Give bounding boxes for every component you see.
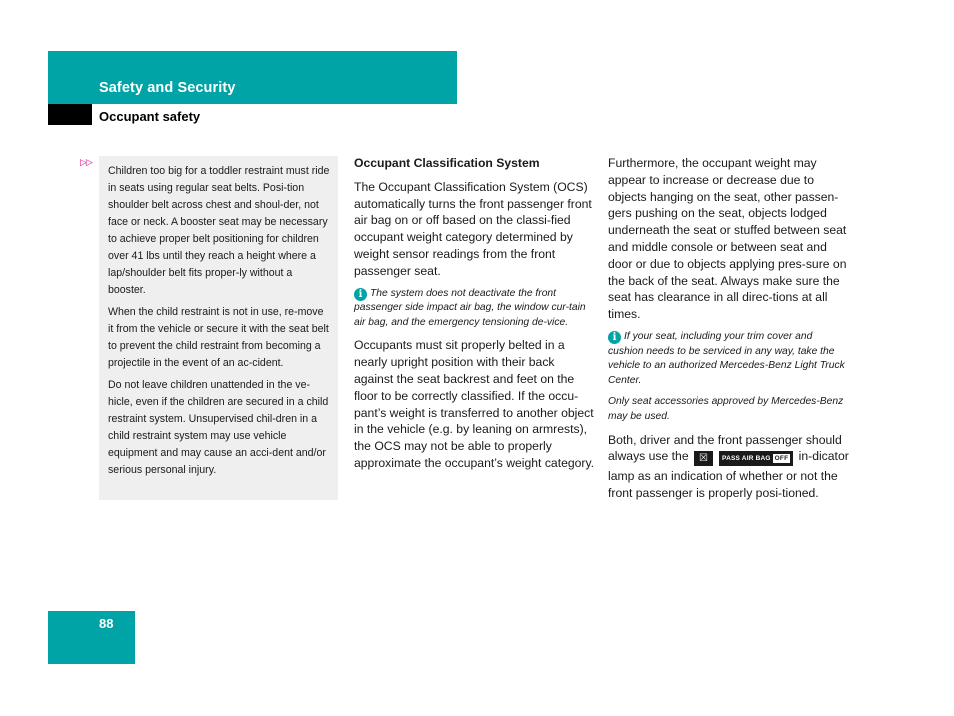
warning-box [99,156,338,500]
indicator-text-after: in-dicator lamp as an indication of whether or not the front passenger is properly posi-tioned. [608,449,849,500]
service-note-text: If your seat, including your trim cover and cushion needs to be serviced in any way, take the vehicle to an authorized Mercedes-Benz Light Truck Center. [608,330,845,386]
indicator-text-before: Both, driver and the front passenger should always use the [608,432,842,464]
ocs-note-text: The system does not deactivate the front passenger side impact air bag, the window cur-tain air bag, and the emergency tensioning de-vice. [354,287,586,328]
weight-paragraph: Furthermore, the occupant weight may appear to increase or decrease due to objects hanging on the seat, other passen-gers pushing on the seat, objects lodged underneath the seat or stuffed between seat and middle console or between seat and door or due to objects applying pres-sure on the back of the seat. Always make sure the seat has clearance in all direc-tions at all times. [608,156,847,322]
ocs-heading: Occupant Classification System [354,156,540,170]
warning-paragraph: When the child restraint is not in use, re-move it from the vehicle or secure it with the seat belt to prevent the child restraint from becoming a projectile in the event of an ac-cident. [108,306,329,369]
off-state-badge: OFF [774,455,789,463]
page-number-band [48,611,135,664]
ocs-paragraph: The Occupant Classification System (OCS) automatically turns the front passenger front air bag on or off based on the classi-fied occupant weight category determined by weight sensor readings from the front passenger seat. [354,179,592,278]
header-band [48,51,457,104]
warning-paragraph: Do not leave children unattended in the ve-hicle, even if the children are secured in a child restraint system. Unsupervised chil-dren in a child restraint system may use vehicle equipment and may cause an acci-dent and/or serious personal injury. [108,379,329,476]
ocs-paragraph: Occupants must sit properly belted in a nearly upright position with their back against the seat backrest and feet on the floor to be correctly classified. If the occu-pant’s weight is transferred to another object in the vehicle (e.g. by leaning on armrests), the OCS may not be able to properly approximate the occupant’s weight category. [354,338,595,470]
right-column [608,155,850,509]
section-title: Safety and Security [99,80,236,96]
page-number: 88 [99,616,114,631]
pass-air-bag-text: PASS AIR BAG [722,455,771,463]
subsection-title: Occupant safety [99,109,201,124]
pass-air-bag-off-indicator [694,451,793,468]
accessories-note: Only seat accessories approved by Mercedes-Benz may be used. [608,396,844,422]
subsection-marker [48,104,92,125]
ocs-note [354,287,596,331]
service-note [608,330,850,388]
info-icon: i [608,331,621,344]
indicator-paragraph [608,432,850,502]
info-icon: i [354,288,367,301]
pass-air-bag-label [719,451,793,466]
warning-paragraph: Children too big for a toddler restraint must ride in seats using regular seat belts. Posi-tion shoulder belt across chest and shoul-der, not face or neck. A booster seat may be necessary to achieve proper belt positioning for children over 41 lbs until they reach a height where a lap/shoulder belt fits proper-ly without a booster. [108,165,330,296]
continuation-arrows-icon: ▷▷ [80,157,92,167]
occupant-seat-icon: ☒ [694,451,713,466]
middle-column [354,155,596,479]
